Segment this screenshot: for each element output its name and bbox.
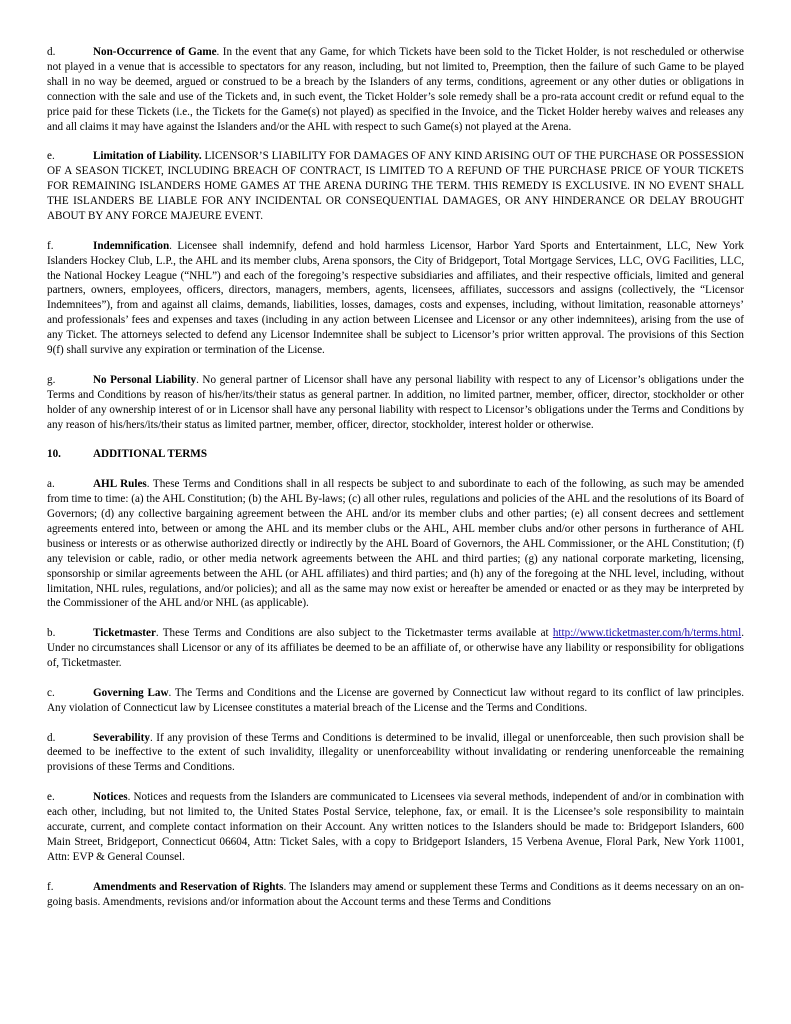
paragraph-10e [47, 790, 744, 865]
paragraph-title: Amendments and Reservation of Rights [93, 880, 284, 893]
paragraph-9g [47, 373, 744, 433]
paragraph-title: Governing Law [93, 686, 169, 699]
paragraph-10b [47, 626, 744, 671]
paragraph-title: Non-Occurrence of Game [93, 46, 217, 58]
paragraph-label: d. [47, 46, 56, 58]
paragraph-body: . Licensee shall indemnify, defend and hold harmless Licensor, Harbor Yard Sports and Entertainment, LLC, New York Islanders Hockey Club, L.P., the AHL and its member clubs, Arena sponsors, the City of Bridgeport, Total Mortgage Services, LLC, OVG Facilities, LLC, the National Hockey League (“NHL”) and each of the foregoing’s respective subsidiaries and affiliates, and their respective officials, limited and general partners, owners, employees, officers, directors, managers, members, agents, licensees, affiliates, successors and assigns (collectively, the “Licensor Indemnitees”), from and against all claims, demands, liabilities, losses, damages, costs and expenses, including, without limitation, reasonable attorneys’ and professionals’ fees and expenses and taxes (including in any action between Licensee and Licensor or any other indemnitees), arising from the use of any Ticket. The attorneys selected to defend any Licensor Indemnitee shall be subject to Licensor’s prior written approval. The provisions of this Section 9(f) shall survive any expiration or termination of the License. [47, 239, 744, 357]
paragraph-body: . The Terms and Conditions and the License are governed by Connecticut law without regard to its conflict of law principles. Any violation of Connecticut law by Licensee constitutes a material breach of the License and the Terms and Conditions. [47, 686, 744, 714]
paragraph-label: b. [47, 627, 56, 640]
paragraph-body: . The Islanders may amend or supplement these Terms and Conditions as it deems necessary on an on-going basis. Amendments, revisions and/or information about the Account terms and these Terms and Conditions [47, 880, 744, 908]
paragraph-title: AHL Rules [93, 478, 147, 491]
ticketmaster-terms-link[interactable]: http://www.ticketmaster.com/h/terms.html [552, 627, 742, 640]
paragraph-body: . No general partner of Licensor shall have any personal liability with respect to any of Licensor’s obligations under the Terms and Conditions by reason of his/her/its/their status as general partner. In addition, no limited partner, member, officer, director, stockholder or other holder of any ownership interest of or in Licensor shall have any personal liability with respect to Licensor’s obligations under the Terms and Conditions by any reason of his/hers/its/their status as limited partner, member, officer, director, stockholder, interest holder or otherwise. [47, 373, 744, 431]
paragraph-label: e. [47, 791, 55, 804]
paragraph-title: Limitation of Liability. [93, 150, 202, 163]
paragraph-title: No Personal Liability [93, 373, 197, 386]
paragraph-label: f. [47, 880, 54, 893]
paragraph-9e [47, 149, 744, 224]
section-title: ADDITIONAL TERMS [93, 448, 208, 461]
paragraph-10a [47, 477, 744, 611]
paragraph-10d [47, 731, 744, 776]
paragraph-title: Ticketmaster [93, 627, 156, 640]
paragraph-label: a. [47, 478, 55, 491]
paragraph-body: . If any provision of these Terms and Conditions is determined to be invalid, illegal or unenforceable, then such provision shall be deemed to be ineffective to the extent of such invalidity, illegality or unenforceability without invalidating or rendering unenforceable the remaining provisions of these Terms and Conditions. [47, 731, 744, 774]
paragraph-body: . These Terms and Conditions shall in all respects be subject to and subordinate to each of the following, as such may be amended from time to time: (a) the AHL Constitution; (b) the AHL By-laws; (c) all other rules, regulations and policies of the AHL and the resolutions of its Board of Governors; (d) any collective bargaining agreement between the AHL and/or its member clubs and other parties; (e) all consent decrees and settlement agreements entered into, between or among the AHL and its member clubs or the AHL, AHL member clubs and/or other persons in furtherance of AHL business or interests or as otherwise authorized directly or indirectly by the AHL Board of Governors, the AHL Commissioner, or the AHL Constitution; (f) any television or cable, radio, or other media network agreements between the AHL and third parties; (g) any national corporate marketing, licensing, sponsorship or similar agreements between the AHL (or AHL affiliates) and third parties; and (h) any of the foregoing at the NHL level, including, without limitation, NHL rules, regulations, and/or policies); and all as the same may now exist or hereafter be amended or enacted or as they may be interpreted by the Commissioner of the AHL and/or NHL (as applicable). [47, 478, 744, 610]
paragraph-title: Indemnification [93, 239, 170, 252]
paragraph-title: Notices [93, 791, 128, 804]
section-number: 10. [47, 448, 61, 461]
paragraph-10f [47, 880, 744, 910]
paragraph-label: c. [47, 686, 55, 699]
paragraph-label: g. [47, 373, 56, 386]
paragraph-9d [47, 45, 744, 134]
paragraph-9f [47, 239, 744, 358]
paragraph-body: . In the event that any Game, for which Tickets have been sold to the Ticket Holder, is not rescheduled or otherwise not played in a venue that is accessible to spectators for any reason, including, but not limited to, Preemption, then the failure of such Game to be played shall in no way be deemed, argued or construed to be a breach by the Islanders of any terms, conditions, agreement or any other duties or obligations in connection with the sale and use of the Tickets and, in such event, the Ticket Holder’s sole remedy shall be a pro-rata account credit or refund equal to the price paid for these Tickets (i.e., the Tickets for the Game(s) not played) as specified in the Invoice, and the Ticket Holder hereby waives and releases any and all claims it may have against the Islanders and/or the AHL with respect to such Game(s) not played at the Arena. [47, 46, 744, 133]
paragraph-label: f. [47, 239, 54, 252]
paragraph-body-continued: . Under no circumstances shall Licensor or any of its affiliates be deemed to be an affiliate of, or otherwise have any liability or responsibility for obligations of, Ticketmaster. [47, 627, 744, 670]
paragraph-body: . These Terms and Conditions are also subject to the Ticketmaster terms available at [155, 627, 553, 640]
paragraph-label: e. [47, 150, 55, 163]
section-heading-10 [47, 447, 744, 462]
paragraph-body: . Notices and requests from the Islanders are communicated to Licensees via several methods, independent of and/or in combination with each other, including, but not limited to, the United States Postal Service, telephone, fax, or email. It is the Licensee’s sole responsibility to maintain accurate, current, and complete contact information on their Account. Any written notices to the Islanders should be made to: Bridgeport Islanders, 600 Main Street, Bridgeport, Connecticut 06604, Attn: Ticket Sales, with a copy to Bridgeport Islanders, 15 Verbena Avenue, Floral Park, New York 11001, Attn: EVP & General Counsel. [47, 791, 744, 863]
paragraph-label: d. [47, 731, 56, 744]
paragraph-title: Severability [93, 731, 150, 744]
paragraph-body: LICENSOR’S LIABILITY FOR DAMAGES OF ANY KIND ARISING OUT OF THE PURCHASE OR POSSESSION OF A SEASON TICKET, INCLUDING BREACH OF CONTRACT, IS LIMITED TO A REFUND OF THE PURCHASE PRICE OF YOUR TICKETS FOR REMAINING ISLANDERS HOME GAMES AT THE ARENA DURING THE TERM. THIS REMEDY IS EXCLUSIVE. IN NO EVENT SHALL THE ISLANDERS BE LIABLE FOR ANY INCIDENTAL OR CONSEQUENTIAL DAMAGES, OR ANY HINDERANCE OR DELAY BROUGHT ABOUT BY ANY FORCE MAJEURE EVENT. [47, 150, 744, 222]
paragraph-10c [47, 686, 744, 716]
